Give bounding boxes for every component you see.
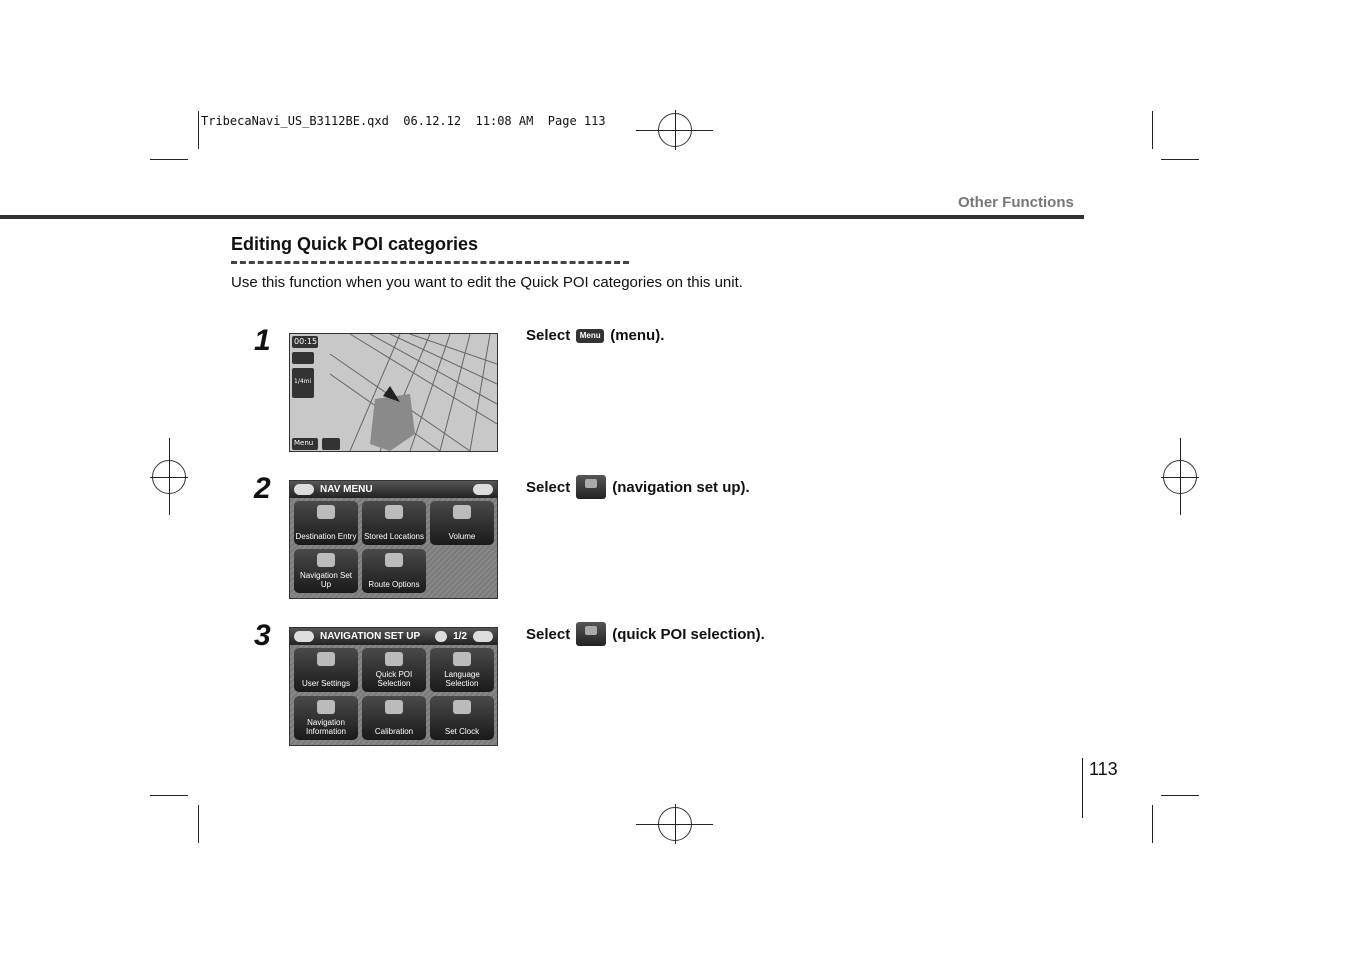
- header-rule: [0, 215, 1084, 219]
- step-suffix: (navigation set up).: [612, 478, 750, 496]
- step-number: 1: [254, 324, 271, 357]
- step-number: 3: [254, 619, 271, 652]
- tools-icon: [385, 700, 403, 714]
- step-suffix: (quick POI selection).: [612, 625, 765, 643]
- quick-poi-selection-icon: [576, 622, 606, 646]
- page-number: 113: [1089, 759, 1118, 779]
- step-2-instruction: [526, 475, 750, 499]
- nav-setup-page: 1/2: [453, 631, 467, 642]
- intro-text: Use this function when you want to edit the Quick POI categories on this unit.: [231, 274, 743, 291]
- quick-poi-selection-button[interactable]: Quick POI Selection: [362, 648, 426, 692]
- user-icon: [317, 652, 335, 666]
- map-screenshot: [289, 333, 498, 452]
- crop-mark: [1152, 111, 1153, 149]
- empty-slot: [430, 549, 494, 593]
- navigation-set-up-icon: [576, 475, 606, 499]
- language-selection-button[interactable]: Language Selection: [430, 648, 494, 692]
- nav-menu-titlebar: [290, 481, 497, 498]
- crop-mark: [198, 805, 199, 843]
- nav-setup-title: NAVIGATION SET UP: [320, 631, 421, 642]
- next-page-icon[interactable]: [435, 631, 447, 642]
- back-icon: [294, 631, 314, 642]
- registration-line: [675, 110, 676, 150]
- user-settings-button[interactable]: User Settings: [294, 648, 358, 692]
- return-icon[interactable]: [473, 631, 493, 642]
- return-icon[interactable]: [473, 484, 493, 495]
- registration-line: [1180, 438, 1181, 515]
- menu-icon: Menu: [576, 329, 604, 343]
- step-3-instruction: [526, 622, 765, 646]
- map-time: 00:15: [294, 337, 318, 346]
- wrench-icon: [317, 553, 335, 567]
- page-heading: Editing Quick POI categories: [231, 234, 479, 254]
- volume-button[interactable]: Volume: [430, 501, 494, 545]
- map-scale: 1/4mi: [294, 378, 312, 385]
- section-title: Other Functions: [958, 194, 1074, 211]
- info-icon: [317, 700, 335, 714]
- nav-menu-title: NAV MENU: [320, 484, 373, 495]
- menu-button[interactable]: Menu: [294, 439, 314, 447]
- calibration-button[interactable]: Calibration: [362, 696, 426, 740]
- crop-mark: [150, 159, 188, 160]
- navigation-information-button[interactable]: Navigation Information: [294, 696, 358, 740]
- clock-icon: [453, 700, 471, 714]
- destination-entry-button[interactable]: Destination Entry: [294, 501, 358, 545]
- navigation-set-up-button[interactable]: Navigation Set Up: [294, 549, 358, 593]
- route-icon: [385, 553, 403, 567]
- pin-icon: [385, 505, 403, 519]
- print-slug: TribecaNavi_US_B3112BE.qxd 06.12.12 11:08 AM Page 113: [201, 114, 606, 128]
- page-number-rule: [1082, 758, 1083, 818]
- crop-mark: [198, 111, 199, 149]
- map-image: [290, 334, 497, 451]
- crop-mark: [150, 795, 188, 796]
- step-1-instruction: [526, 327, 664, 344]
- crop-mark: [1161, 795, 1199, 796]
- select-word: Select: [526, 478, 571, 496]
- camera-icon: [385, 652, 403, 666]
- set-clock-button[interactable]: Set Clock: [430, 696, 494, 740]
- crop-mark: [1152, 805, 1153, 843]
- stored-locations-button[interactable]: Stored Locations: [362, 501, 426, 545]
- nav-setup-screenshot: [289, 627, 498, 746]
- nav-setup-titlebar: [290, 628, 497, 645]
- nav-menu-screenshot: [289, 480, 498, 599]
- back-icon: [294, 484, 314, 495]
- speaker-icon: [453, 505, 471, 519]
- route-options-button[interactable]: Route Options: [362, 549, 426, 593]
- registration-line: [169, 438, 170, 515]
- flag-icon: [317, 505, 335, 519]
- step-number: 2: [254, 472, 271, 505]
- heading-underline: [231, 261, 629, 264]
- crop-mark: [1161, 159, 1199, 160]
- registration-line: [675, 804, 676, 844]
- select-word: Select: [526, 327, 571, 344]
- speech-icon: [453, 652, 471, 666]
- step-suffix: (menu).: [610, 327, 665, 344]
- select-word: Select: [526, 625, 571, 643]
